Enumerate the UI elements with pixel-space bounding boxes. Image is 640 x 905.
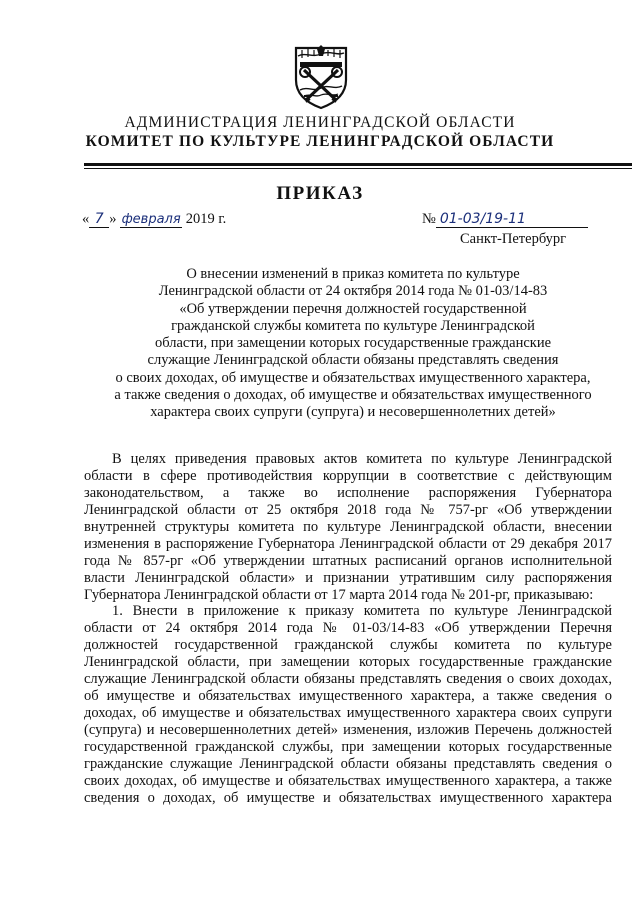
subject-line: а также сведения о доходах, об имуществе и обязательствах имущественного <box>114 387 592 404</box>
body-line: государственной гражданской службы, при замещении которых государственные <box>84 738 612 755</box>
date-open-quote: « <box>82 211 90 227</box>
date-month-handwritten: февраля <box>121 212 181 227</box>
body-line: сведения о доходах, об имуществе и обязательствах имущественного характера <box>84 789 612 806</box>
body-line: области в сфере противодействия коррупции в соответствие с действующим <box>84 467 612 484</box>
body-line: должностей государственной гражданской службы комитета по культуре <box>84 637 612 654</box>
body-line: В целях приведения правовых актов комитета по культуре Ленинградской <box>112 451 612 467</box>
body-line: власти Ленинградской области» и признании утратившим силу распоряжения <box>84 569 612 586</box>
subject-line: о своих доходах, об имуществе и обязательствах имущественного характера, <box>115 369 591 386</box>
body-line: изменения в распоряжение Губернатора Ленинградской области от 29 декабря 2017 <box>84 535 612 552</box>
subject-line: Ленинградской области от 24 октября 2014 года № 01-03/14-83 <box>158 283 548 300</box>
header-divider-thin <box>84 168 632 169</box>
body-line: 1. Внести в приложение к приказу комитета по культуре Ленинградской <box>112 603 612 620</box>
body-line: Ленинградской области от 25 октября 2018 года № 757-рг «Об утверждении <box>84 501 612 518</box>
document-city: Санкт-Петербург <box>460 231 567 247</box>
subject-line: гражданской службы комитета по культуре Ленинградской <box>171 317 535 334</box>
body-line: своих доходах, об имуществе и обязательствах имущественного характера, а также <box>84 772 612 789</box>
document-subject <box>86 266 620 422</box>
document-date <box>82 211 226 228</box>
body-line: гражданские служащие Ленинградской области обязаны представлять сведения о <box>84 755 612 772</box>
header-divider-thick <box>84 163 632 166</box>
subject-line: характера своих супруги (супруга) и несовершеннолетних детей» <box>150 404 556 421</box>
document-title: ПРИКАЗ <box>276 183 364 204</box>
body-line: Губернатора Ленинградской области от 17 марта 2014 года № 201-рг, приказываю: <box>84 586 594 603</box>
number-handwritten: 01-03/19-11 <box>436 211 588 228</box>
document-number <box>422 211 588 228</box>
body-line: области от 24 октября 2014 года № 01-03/14-83 «Об утверждении Перечня <box>84 620 612 637</box>
date-day-handwritten: 7 <box>89 211 109 228</box>
subject-line: служащие Ленинградской области обязаны представлять сведения <box>147 352 559 369</box>
body-line: законодательством, а также во исполнение распоряжения Губернатора <box>84 484 612 501</box>
coat-of-arms-emblem <box>292 44 350 110</box>
number-sign: № <box>422 211 436 227</box>
date-year: 2019 г. <box>185 211 227 227</box>
body-line: года № 857-рг «Об утверждении штатных расписаний органов исполнительной <box>84 552 612 569</box>
organization-name: АДМИНИСТРАЦИЯ ЛЕНИНГРАДСКОЙ ОБЛАСТИ <box>124 114 516 131</box>
body-line: внутренней структуры комитета по культуре Ленинградской области, внесении <box>84 518 612 535</box>
subject-line: «Об утверждении перечня должностей государственной <box>179 300 527 317</box>
subject-line: области, при замещении которых государственные гражданские <box>154 335 552 352</box>
subject-line: О внесении изменений в приказ комитета по культуре <box>186 266 520 282</box>
document-body <box>84 451 612 807</box>
committee-name: КОМИТЕТ ПО КУЛЬТУРЕ ЛЕНИНГРАДСКОЙ ОБЛАСТИ <box>85 133 555 150</box>
body-line: Ленинградской области, при замещении которых государственные гражданские <box>84 654 612 671</box>
body-line: (супруга) и несовершеннолетних детей» изменения, изложив Перечень должностей <box>84 722 612 738</box>
date-close-quote: » <box>109 211 117 227</box>
body-line: доходах, об имуществе и обязательствах имущественного характера своих супруги <box>84 705 612 722</box>
body-line: об имуществе и обязательствах имущественного характера, а также сведения о <box>84 688 612 705</box>
body-line: служащие Ленинградской области обязаны представлять сведения о своих доходах, <box>84 671 612 688</box>
